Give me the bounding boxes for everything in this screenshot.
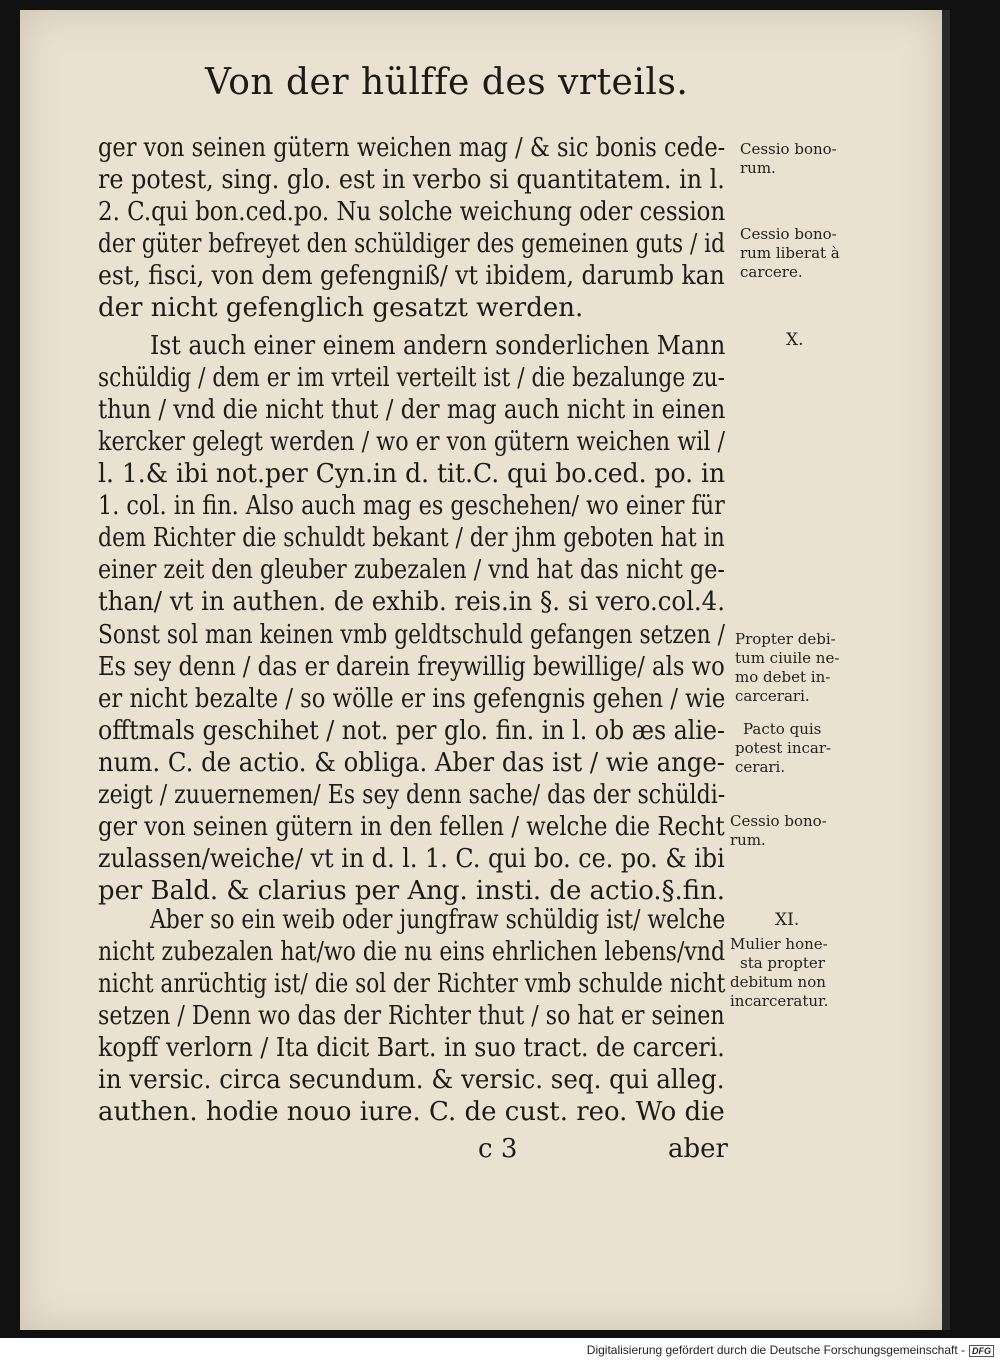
body-line: kopff verlorn / Ita dicit Bart. in suo tract. de carceri. — [98, 1033, 725, 1063]
body-line: re potest, sing. glo. est in verbo si quantitatem. in l. — [98, 165, 725, 195]
body-line: dem Richter die schuldt bekant / der jhm geboten hat in — [98, 523, 725, 553]
body-line: ger von seinen gütern weichen mag / & sic bonis cede- — [98, 133, 726, 163]
signature-mark: c 3 — [478, 1134, 518, 1164]
body-line: kercker gelegt werden / wo er von gütern weichen wil / — [98, 427, 726, 457]
body-line: than/ vt in authen. de exhib. reis.in §. si vero.col.4. — [98, 587, 725, 617]
section-number: XI. — [775, 910, 800, 930]
margin-note: Cessio bono- rum. — [730, 812, 827, 849]
body-line: setzen / Denn wo das der Richter thut / so hat er seinen — [98, 1001, 725, 1031]
body-line: 2. C.qui bon.ced.po. Nu solche weichung oder cession — [98, 197, 726, 227]
body-line: 1. col. in fin. Also auch mag es geschehen/ wo einer für — [98, 491, 725, 521]
body-line: thun / vnd die nicht thut / der mag auch nicht in einen — [98, 395, 726, 425]
margin-note: Cessio bono- rum. — [740, 140, 837, 177]
body-line: zulassen/weiche/ vt in d. l. 1. C. qui bo. ce. po. & ibi — [98, 844, 725, 874]
margin-note: Mulier hone- sta propter debitum non incarceratur. — [730, 935, 829, 1010]
body-line: schüldig / dem er im vrteil verteilt ist / die bezalunge zu- — [98, 363, 725, 393]
catchword: aber — [668, 1134, 728, 1164]
credit-line — [587, 1343, 994, 1357]
body-line: offtmals geschihet / not. per glo. fin. in l. ob æs alie- — [98, 716, 725, 746]
credit-text: Digitalisierung gefördert durch die Deutsche Forschungsgemeinschaft - — [586, 1343, 965, 1357]
running-head: Von der hülffe des vrteils. — [205, 62, 689, 103]
body-line: ger von seinen gütern in den fellen / welche die Recht — [98, 812, 725, 842]
body-line: zeigt / zuuernemen/ Es sey denn sache/ das der schüldi- — [98, 780, 726, 810]
body-line: Aber so ein weib oder jungfraw schüldig ist/ welche — [150, 905, 726, 935]
body-line: der güter befreyet den schüldiger des gemeinen guts / id — [98, 229, 725, 259]
body-line: er nicht bezalte / so wölle er ins gefengnis gehen / wie — [98, 684, 726, 714]
margin-note: Propter debi- tum ciuile ne- mo debet in- carcerari. — [735, 630, 840, 705]
body-line: num. C. de actio. & obliga. Aber das ist / wie ange- — [98, 748, 725, 778]
body-line: per Bald. & clarius per Ang. insti. de actio.§.fin. — [98, 876, 726, 906]
page-edge — [942, 10, 950, 1330]
body-line: der nicht gefenglich gesatzt werden. — [98, 293, 584, 323]
margin-note: Cessio bono- rum liberat à carcere. — [740, 225, 840, 281]
body-line: nicht zubezalen hat/wo die nu eins ehrlichen lebens/vnd — [98, 937, 726, 967]
body-line: l. 1.& ibi not.per Cyn.in d. tit.C. qui bo.ced. po. in — [98, 459, 726, 489]
body-line: einer zeit den gleuber zubezalen / vnd hat das nicht ge- — [98, 555, 725, 585]
section-number: X. — [786, 330, 804, 350]
body-line: est, fisci, von dem gefengniß/ vt ibidem, darumb kan — [98, 261, 725, 291]
body-line: Es sey denn / das er darein freywillig bewillige/ als wo — [98, 652, 725, 682]
body-line: authen. hodie nouo iure. C. de cust. reo. Wo die — [98, 1097, 725, 1127]
body-line: nicht anrüchtig ist/ die sol der Richter vmb schulde nicht — [98, 969, 726, 999]
body-line: in versic. circa secundum. & versic. seq. qui alleg. — [98, 1065, 725, 1095]
margin-note: Pacto quis potest incar- cerari. — [735, 720, 832, 776]
body-line: Sonst sol man keinen vmb geldtschuld gefangen setzen / — [98, 620, 725, 650]
body-line: Ist auch einer einem andern sonderlichen Mann — [150, 331, 726, 361]
dfg-logo: DFG — [969, 1345, 994, 1357]
